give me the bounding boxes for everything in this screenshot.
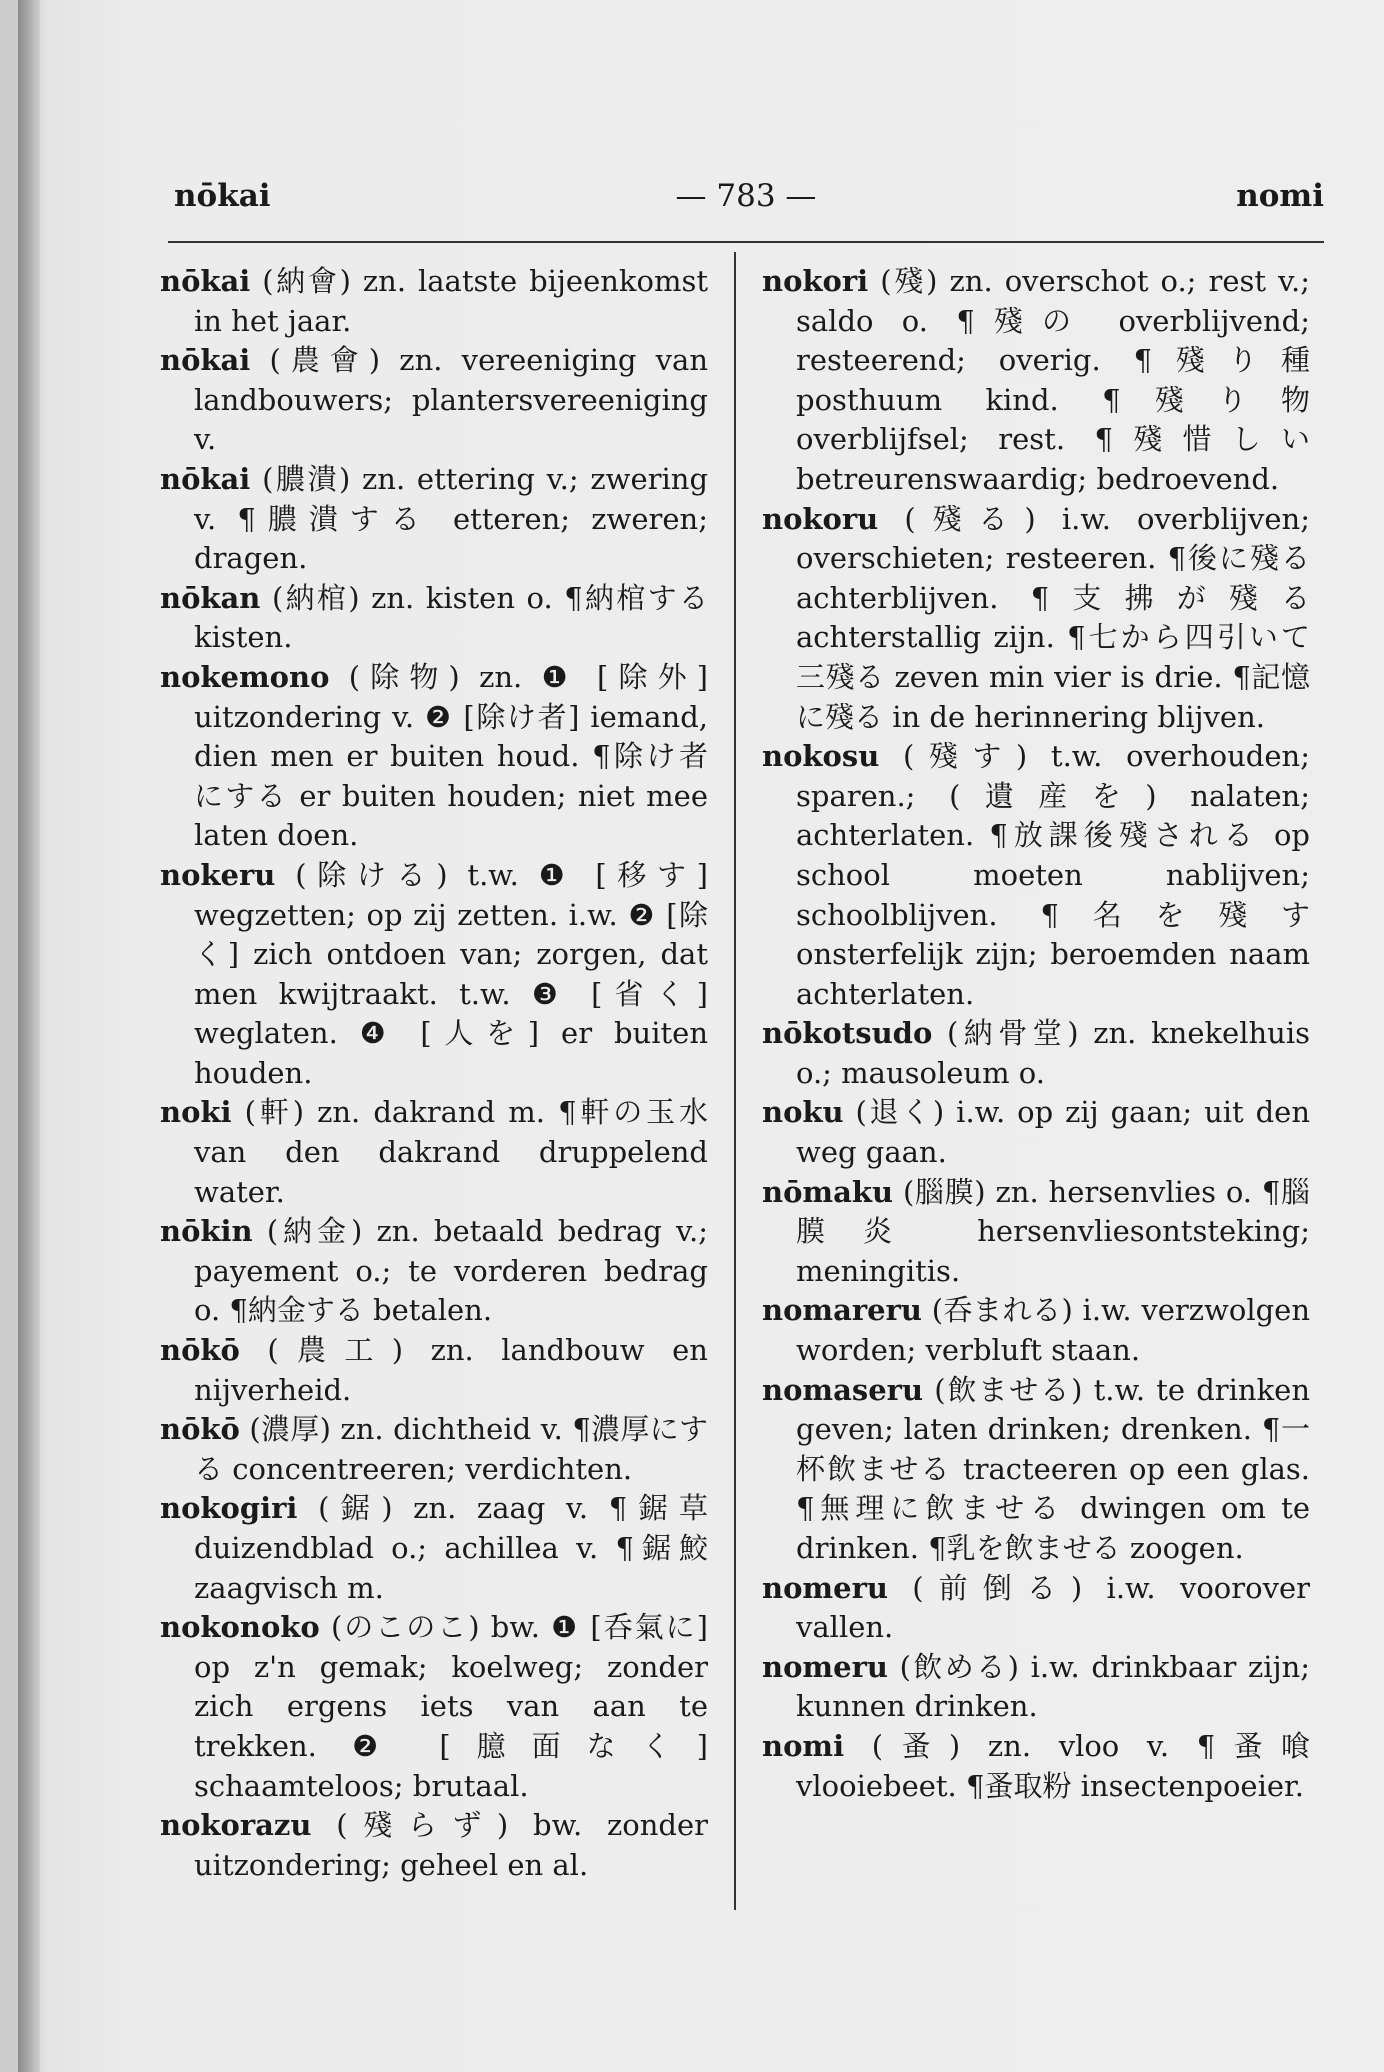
entry-headword: nokemono <box>160 659 330 694</box>
book-spine-shadow <box>18 0 40 2072</box>
header-rule <box>168 241 1324 243</box>
entry-definition: (納棺) zn. kisten o. ¶納棺する kisten. <box>194 580 708 655</box>
dictionary-entry <box>762 1093 1310 1172</box>
dictionary-page <box>18 0 1384 2072</box>
dictionary-entry <box>762 500 1310 738</box>
entry-headword: nomi <box>762 1728 845 1763</box>
entry-definition: (殘らず) bw. zonder uitzondering; geheel en al. <box>194 1808 708 1882</box>
dictionary-entry <box>160 1212 708 1331</box>
entry-definition: (飲める) i.w. drinkbaar zijn; kunnen drinken. <box>796 1649 1311 1724</box>
entry-definition: (腦膜) zn. hersenvlies o. ¶腦膜炎 hersenvliesontsteking; meningitis. <box>796 1174 1310 1288</box>
dictionary-entry <box>762 1371 1310 1569</box>
entry-definition: (納會) zn. laatste bijeenkomst in het jaar. <box>194 264 708 338</box>
entry-headword: nōkotsudo <box>762 1016 933 1051</box>
entry-headword: nokorazu <box>160 1808 312 1843</box>
running-head-first-word: nōkai <box>174 178 271 214</box>
dictionary-entry <box>762 737 1310 1014</box>
dictionary-entry <box>762 1173 1310 1292</box>
dictionary-entry <box>160 460 708 579</box>
entry-headword: nokosu <box>762 739 880 774</box>
entry-headword: nokori <box>762 264 869 298</box>
entry-headword: nōkō <box>160 1333 240 1368</box>
dictionary-entry <box>160 1806 708 1885</box>
entry-definition: (農工) zn. landbouw en nijverheid. <box>194 1333 708 1407</box>
entry-definition: (鋸) zn. zaag v. ¶鋸草 duizendblad o.; achillea v. ¶鋸鮫 zaagvisch m. <box>194 1491 708 1605</box>
entry-headword: nōkō <box>160 1412 240 1447</box>
entry-headword: nōkai <box>160 343 251 378</box>
dictionary-entry <box>160 1331 708 1410</box>
entry-headword: nomeru <box>762 1570 888 1605</box>
entry-definition: (除物) zn. ❶ [除外] uitzondering v. ❷ [除け者] iemand, dien men er buiten houd. ¶除け者にする er buiten houden; niet mee laten doen. <box>194 659 709 853</box>
left-column <box>160 262 708 1885</box>
entry-headword: nomareru <box>762 1293 922 1328</box>
dictionary-entry <box>160 1489 708 1608</box>
entry-definition: (納金) zn. betaald bedrag v.; payement o.; te vorderen bedrag o. ¶納金する betalen. <box>194 1214 708 1328</box>
entry-definition: (飲ませる) t.w. te drinken geven; laten drinken; drenken. ¶一杯飲ませる tracteeren op een glas. ¶無理に飲ませる dwingen om te drinken. ¶乳を飲ませる zoogen. <box>796 1372 1310 1565</box>
entry-headword: nomaseru <box>762 1372 924 1407</box>
entry-definition: (殘す) t.w. overhouden; sparen.; (遺産を) nalaten; achterlaten. ¶放課後殘される op school moeten nablijven; schoolblijven. ¶名を殘す onsterfelijk zijn; beroemden naam achterlaten. <box>796 739 1310 1011</box>
entry-definition: (除ける) t.w. ❶ [移す] wegzetten; op zij zetten. i.w. ❷ [除く] zich ontdoen van; zorgen, dat men kwijtraakt. t.w. ❸ [省く] weglaten. ❹ [人を] er buiten houden. <box>194 857 708 1090</box>
entry-headword: nokogiri <box>160 1491 298 1526</box>
entry-headword: noku <box>762 1095 844 1130</box>
entry-headword: nōkai <box>160 461 251 496</box>
dictionary-entry <box>160 579 708 658</box>
dictionary-entry <box>160 658 708 856</box>
entry-definition: (軒) zn. dakrand m. ¶軒の玉水 van den dakrand druppelend water. <box>194 1095 708 1209</box>
entry-definition: (膿潰) zn. ettering v.; zwering v. ¶膿潰する etteren; zweren; dragen. <box>194 461 709 576</box>
dictionary-entry <box>762 1727 1310 1806</box>
entry-headword: nokoru <box>762 501 879 536</box>
entry-definition: (納骨堂) zn. knekelhuis o.; mausoleum o. <box>796 1016 1310 1090</box>
dictionary-entry <box>160 1093 708 1212</box>
entry-headword: nōkan <box>160 580 261 615</box>
entry-definition: (のこのこ) bw. ❶ [呑氣に] op z'n gemak; koelweg; zonder zich ergens iets van aan te trekken. ❷ [臆面なく] schaamteloos; brutaal. <box>194 1610 708 1803</box>
dictionary-entry <box>160 856 708 1094</box>
dictionary-entry <box>160 1410 708 1489</box>
entry-headword: noki <box>160 1095 232 1130</box>
dictionary-entry <box>762 1569 1310 1648</box>
entry-definition: (呑まれる) i.w. verzwolgen worden; verbluft staan. <box>796 1293 1310 1368</box>
dictionary-entry <box>762 1014 1310 1093</box>
dictionary-entry <box>160 341 708 460</box>
dictionary-entry <box>762 1648 1310 1727</box>
entry-headword: nokeru <box>160 857 276 892</box>
entry-definition: (前倒る) i.w. voorover vallen. <box>796 1570 1310 1645</box>
column-divider <box>734 252 736 1910</box>
dictionary-entry <box>160 262 708 341</box>
entry-headword: nomeru <box>762 1649 888 1684</box>
right-column <box>762 262 1310 1806</box>
entry-definition: (濃厚) zn. dichtheid v. ¶濃厚にする concentreeren; verdichten. <box>194 1412 708 1486</box>
entry-headword: nōmaku <box>762 1174 894 1209</box>
running-head <box>168 178 1324 228</box>
dictionary-entry <box>762 262 1310 500</box>
running-head-last-word: nomi <box>1236 178 1324 214</box>
entry-definition: (退く) i.w. op zij gaan; uit den weg gaan. <box>796 1095 1311 1170</box>
page-number: — 783 — <box>675 178 817 214</box>
entry-headword: nōkin <box>160 1214 253 1249</box>
entry-definition: (殘る) i.w. overblijven; overschieten; resteeren. ¶後に殘る achterblijven. ¶支拂が殘る achterstallig zijn. ¶七から四引いて三殘る zeven min vier is drie. ¶記憶に殘る in de herinnering blijven. <box>796 501 1311 734</box>
entry-headword: nokonoko <box>160 1610 320 1645</box>
dictionary-entry <box>762 1291 1310 1370</box>
dictionary-entry <box>160 1608 708 1806</box>
entry-definition: (蚤) zn. vloo v. ¶蚤喰 vlooiebeet. ¶蚤取粉 insectenpoeier. <box>796 1728 1310 1803</box>
entry-definition: (農會) zn. vereeniging van landbouwers; plantersvereeniging v. <box>194 343 708 457</box>
entry-headword: nōkai <box>160 264 251 298</box>
entry-definition: (殘) zn. overschot o.; rest v.; saldo o. ¶殘の overblijvend; resteerend; overig. ¶殘り種 posthuum kind. ¶殘り物 overblijfsel; rest. ¶殘惜しい betreurenswaardig; bedroevend. <box>796 264 1310 496</box>
